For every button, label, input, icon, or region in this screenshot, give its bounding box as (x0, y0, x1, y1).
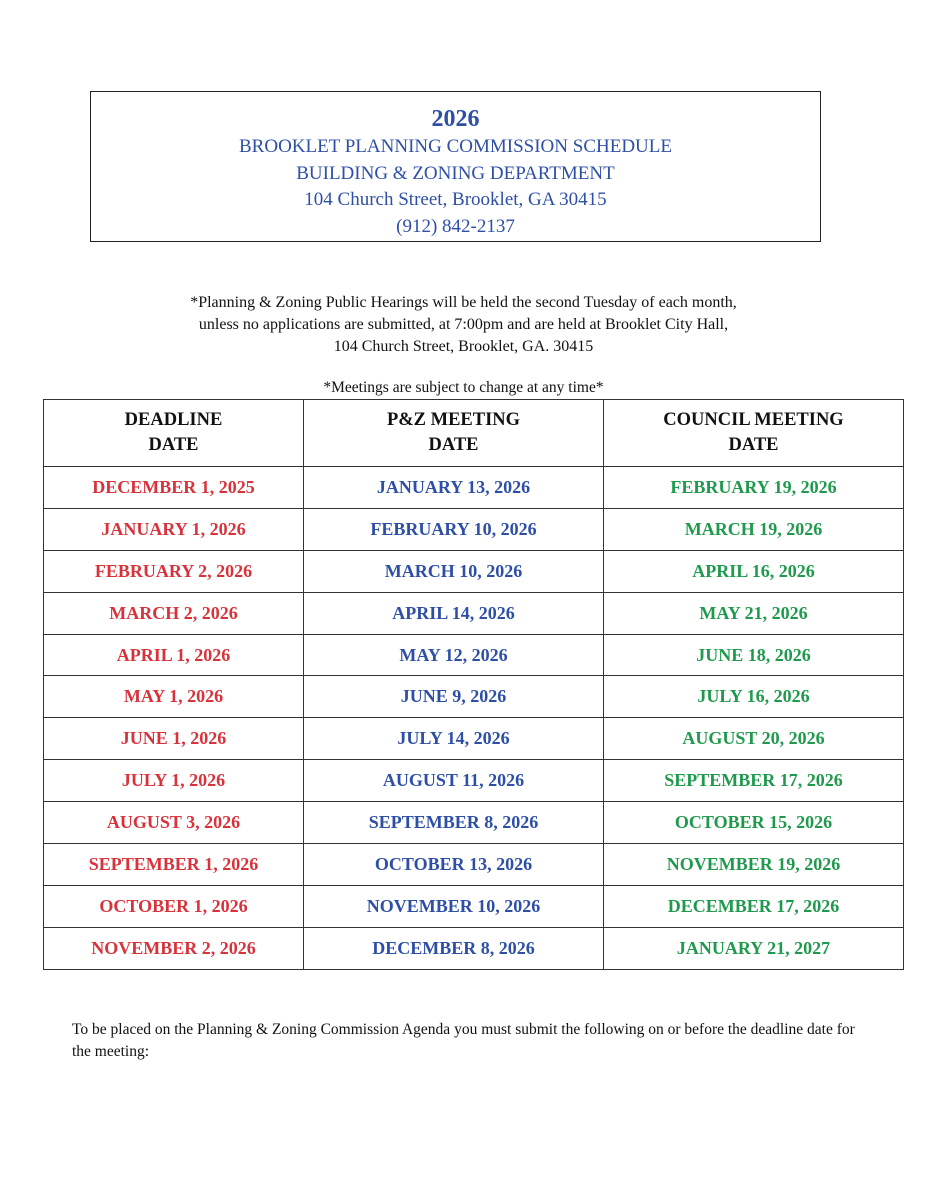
deadline-date: AUGUST 3, 2026 (44, 802, 304, 844)
pz-meeting-date: MAY 12, 2026 (304, 634, 604, 676)
council-meeting-date: AUGUST 20, 2026 (604, 718, 904, 760)
pz-meeting-date: APRIL 14, 2026 (304, 592, 604, 634)
table-row (44, 844, 904, 886)
pz-meeting-date: FEBRUARY 10, 2026 (304, 508, 604, 550)
pz-meeting-date: JULY 14, 2026 (304, 718, 604, 760)
schedule-table (43, 399, 904, 970)
council-meeting-date: OCTOBER 15, 2026 (604, 802, 904, 844)
council-meeting-date: MARCH 19, 2026 (604, 508, 904, 550)
notice-line: *Planning & Zoning Public Hearings will be held the second Tuesday of each month, (190, 294, 737, 311)
table-row (44, 550, 904, 592)
deadline-date: OCTOBER 1, 2026 (44, 885, 304, 927)
pz-meeting-date: SEPTEMBER 8, 2026 (304, 802, 604, 844)
table-row (44, 718, 904, 760)
agenda-submission-instructions: To be placed on the Planning & Zoning Commission Agenda you must submit the following on or before the deadline date for the meeting: (72, 1021, 855, 1060)
deadline-date: MARCH 2, 2026 (44, 592, 304, 634)
department-phone: (912) 842-2137 (396, 215, 515, 237)
table-row (44, 927, 904, 969)
schedule-year: 2026 (431, 106, 480, 132)
deadline-date: APRIL 1, 2026 (44, 634, 304, 676)
deadline-date: JULY 1, 2026 (44, 760, 304, 802)
council-meeting-date: JULY 16, 2026 (604, 676, 904, 718)
pz-meeting-date: JANUARY 13, 2026 (304, 467, 604, 509)
table-row (44, 885, 904, 927)
pz-meeting-date: OCTOBER 13, 2026 (304, 844, 604, 886)
council-meeting-date: JANUARY 21, 2027 (604, 927, 904, 969)
pz-meeting-date: DECEMBER 8, 2026 (304, 927, 604, 969)
table-header-row (44, 400, 904, 467)
subject-to-change-note: *Meetings are subject to change at any time* (323, 379, 604, 396)
header-box (90, 91, 821, 242)
column-header-pz-meeting: P&Z MEETING DATE (304, 400, 604, 467)
pz-meeting-date: AUGUST 11, 2026 (304, 760, 604, 802)
public-hearing-notice (0, 292, 927, 358)
deadline-date: JANUARY 1, 2026 (44, 508, 304, 550)
table-row (44, 760, 904, 802)
council-meeting-date: FEBRUARY 19, 2026 (604, 467, 904, 509)
department-address: 104 Church Street, Brooklet, GA 30415 (304, 189, 607, 210)
column-header-deadline: DEADLINE DATE (44, 400, 304, 467)
council-meeting-date: NOVEMBER 19, 2026 (604, 844, 904, 886)
table-row (44, 508, 904, 550)
pz-meeting-date: JUNE 9, 2026 (304, 676, 604, 718)
department-name: BUILDING & ZONING DEPARTMENT (296, 162, 615, 184)
deadline-date: JUNE 1, 2026 (44, 718, 304, 760)
column-header-council-meeting: COUNCIL MEETING DATE (604, 400, 904, 467)
pz-meeting-date: NOVEMBER 10, 2026 (304, 885, 604, 927)
council-meeting-date: SEPTEMBER 17, 2026 (604, 760, 904, 802)
notice-line: unless no applications are submitted, at 7:00pm and are held at Brooklet City Hall, (198, 316, 729, 333)
deadline-date: FEBRUARY 2, 2026 (44, 550, 304, 592)
table-row (44, 802, 904, 844)
deadline-date: MAY 1, 2026 (44, 676, 304, 718)
council-meeting-date: JUNE 18, 2026 (604, 634, 904, 676)
table-row (44, 592, 904, 634)
deadline-date: SEPTEMBER 1, 2026 (44, 844, 304, 886)
notice-line: 104 Church Street, Brooklet, GA. 30415 (333, 338, 594, 355)
pz-meeting-date: MARCH 10, 2026 (304, 550, 604, 592)
table-row (44, 467, 904, 509)
council-meeting-date: MAY 21, 2026 (604, 592, 904, 634)
table-row (44, 676, 904, 718)
table-row (44, 634, 904, 676)
council-meeting-date: APRIL 16, 2026 (604, 550, 904, 592)
deadline-date: NOVEMBER 2, 2026 (44, 927, 304, 969)
schedule-title: BROOKLET PLANNING COMMISSION SCHEDULE (239, 136, 672, 157)
deadline-date: DECEMBER 1, 2025 (44, 467, 304, 509)
council-meeting-date: DECEMBER 17, 2026 (604, 885, 904, 927)
